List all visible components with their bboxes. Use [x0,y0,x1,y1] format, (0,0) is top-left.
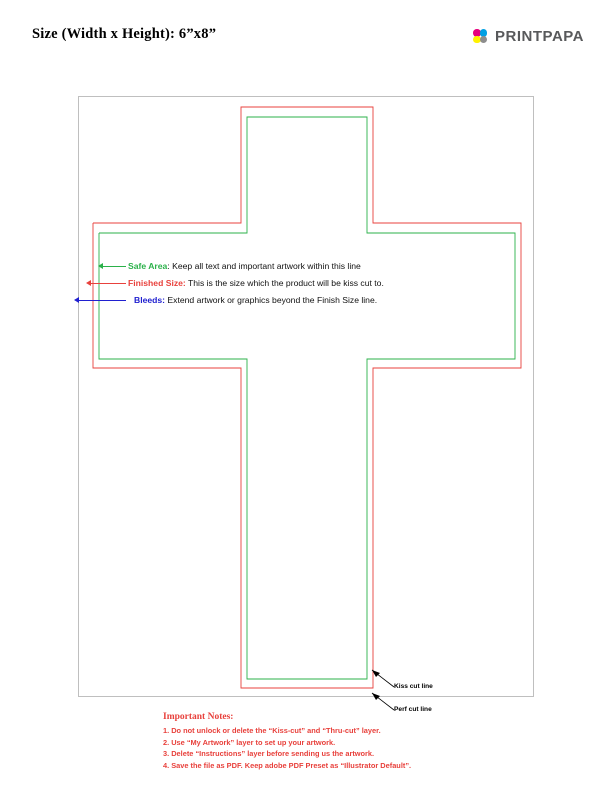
legend-safe-area-description: Keep all text and important artwork within this line [169,261,361,271]
bleeds-leader-line [76,300,126,301]
safe-area-leader-line [100,266,126,267]
dieline-preview [79,97,535,698]
note-item: 1. Do not unlock or delete the “Kiss-cut” and “Thru-cut” layer. [163,726,381,735]
legend-safe-area-label: Safe Area [128,261,168,271]
callout-perf-cut-line: Perf cut line [394,706,432,713]
finished-size-cross [93,107,521,688]
legend-item-bleeds [78,292,498,309]
bleeds-arrow-icon [74,297,79,303]
important-notes-list [163,725,493,771]
note-item: 3. Delete “Instructions” layer before sending us the artwork. [163,749,375,758]
important-notes-title: Important Notes: [163,712,234,722]
callout-kiss-cut-line: Kiss cut line [394,683,433,690]
legend-finished-size-description: This is the size which the product will be kiss cut to. [185,278,384,288]
legend-finished-size-label: Finished Size: [128,278,186,288]
legend-item-safe-area [78,258,498,275]
four-dots-logo-icon [473,29,490,44]
important-notes [163,712,493,771]
note-item: 4. Save the file as PDF. Keep adobe PDF Preset as “Illustrator Default”. [163,760,412,770]
safe-area-cross [99,117,515,679]
artboard [78,96,534,697]
finished-size-leader-line [88,283,126,284]
brand-name: PRINTPAPA [495,28,584,45]
legend-safe-area-text [128,258,361,275]
safe-area-arrow-icon [98,263,103,269]
legend-bleeds-description: Extend artwork or graphics beyond the Finish Size line. [165,295,378,305]
finished-size-arrow-icon [86,280,91,286]
brand-logo [473,28,584,45]
legend-item-finished-size [78,275,498,292]
legend-bleeds-label: Bleeds: [134,295,166,305]
legend-safe-area-separator: : [167,261,170,271]
legend-finished-size-text [128,275,384,292]
note-item: 2. Use “My Artwork” layer to set up your artwork. [163,737,336,747]
legend [78,258,498,309]
legend-bleeds-text [134,292,377,309]
page-title: Size (Width x Height): 6”x8” [32,26,217,42]
